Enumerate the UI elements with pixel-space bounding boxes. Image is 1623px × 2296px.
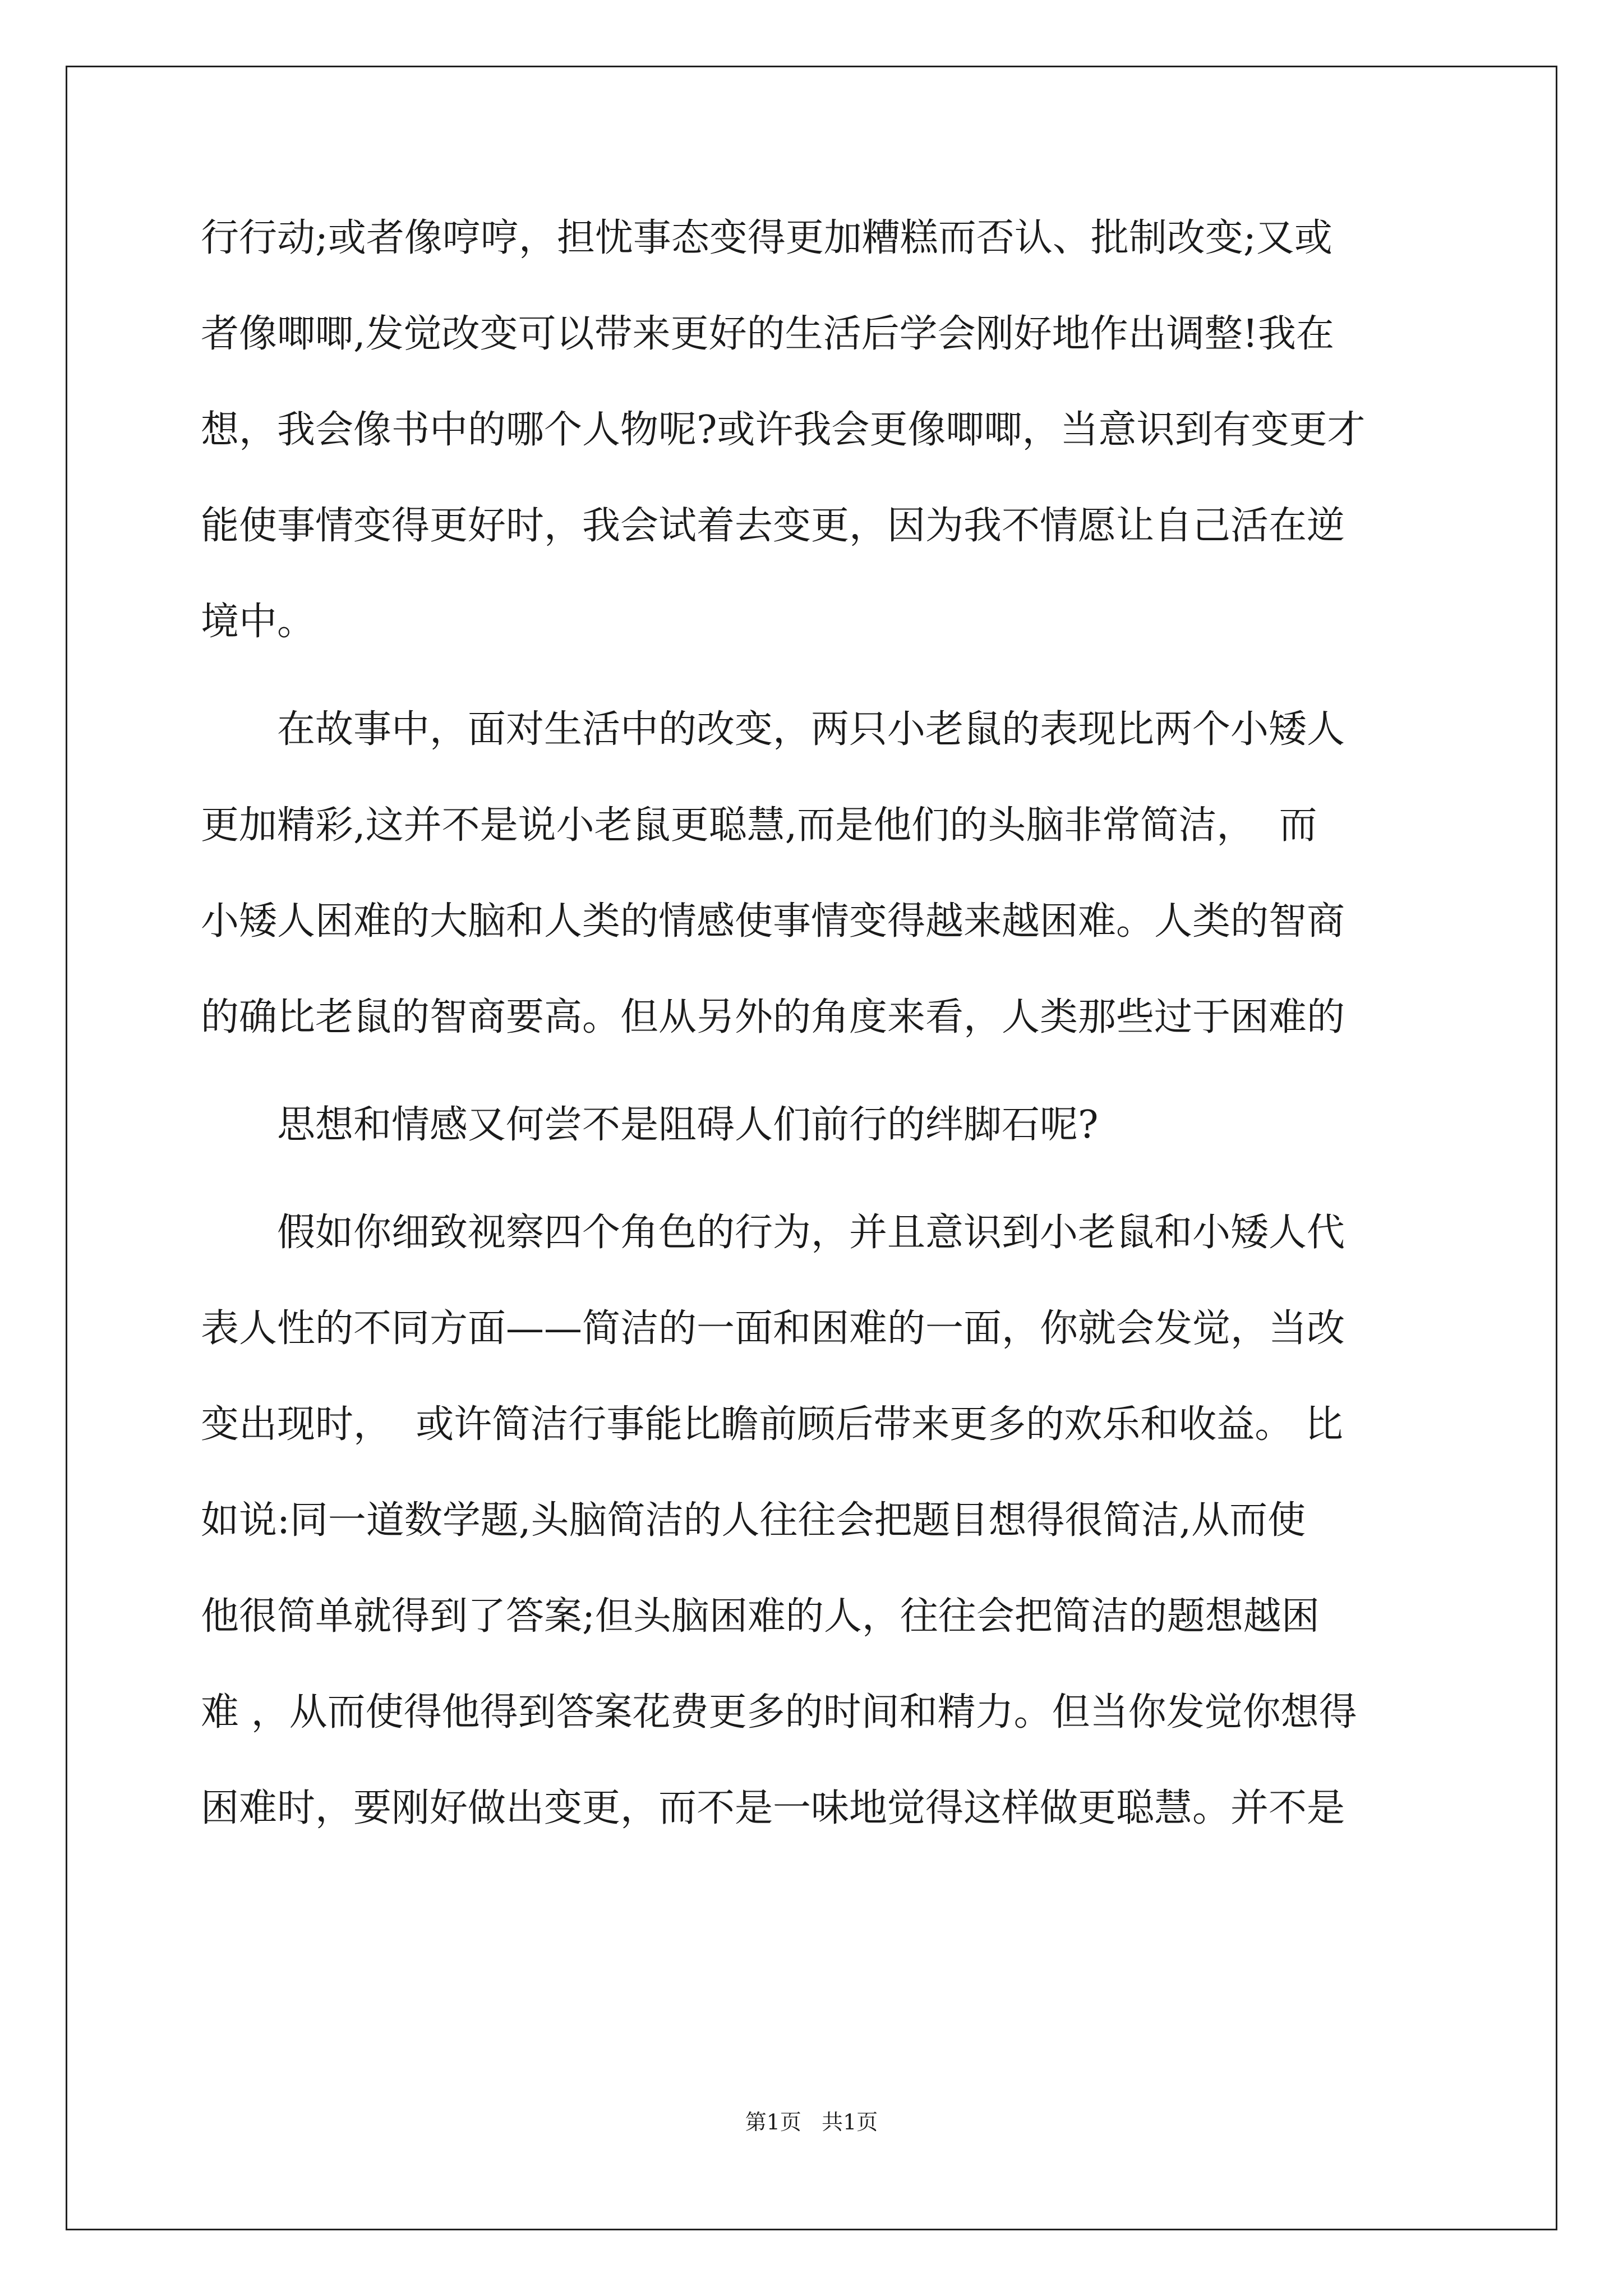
document-body [201, 211, 1429, 1877]
text-line: 行行动;或者像哼哼，担忧事态变得更加糟糕而否认、批制改变;又或 [201, 216, 1332, 260]
text-line: 者像唧唧,发觉改变可以带来更好的生活后学会刚好地作出调整!我在 [201, 312, 1334, 356]
page-number: 第1页 [745, 2110, 801, 2134]
text-line: 难 ，从而使得他得到答案花费更多的时间和精力。但当你发觉你想得 [201, 1690, 1357, 1734]
text-line: 变出现时， 或许简洁行事能比瞻前顾后带来更多的欢乐和收益。 比 [201, 1402, 1343, 1447]
text-line: 的确比老鼠的智商要高。但从另外的角度来看，人类那些过于困难的 [201, 995, 1345, 1039]
text-line: 小矮人困难的大脑和人类的情感使事情变得越来越困难。人类的智商 [201, 899, 1345, 944]
page-footer [0, 2105, 1623, 2136]
text-line: 表人性的不同方面——简洁的一面和困难的一面，你就会发觉，当改 [201, 1306, 1345, 1351]
text-line: 在故事中，面对生活中的改变，两只小老鼠的表现比两个小矮人 [201, 707, 1345, 752]
text-line: 困难时，要刚好做出变更，而不是一味地觉得这样做更聪慧。并不是 [201, 1786, 1345, 1830]
text-line: 思想和情感又何尝不是阻碍人们前行的绊脚石呢? [201, 1103, 1099, 1147]
text-line: 更加精彩,这并不是说小老鼠更聪慧,而是他们的头脑非常简洁， 而 [201, 803, 1317, 848]
page-total: 共1页 [822, 2110, 878, 2134]
text-line: 想，我会像书中的哪个人物呢?或许我会更像唧唧，当意识到有变更才 [201, 408, 1366, 452]
text-line: 假如你细致视察四个角色的行为，并且意识到小老鼠和小矮人代 [201, 1211, 1345, 1255]
text-line: 能使事情变得更好时，我会试着去变更，因为我不情愿让自己活在逆 [201, 504, 1345, 548]
text-line: 他很简单就得到了答案;但头脑困难的人，往往会把简洁的题想越困 [201, 1594, 1320, 1639]
text-line: 如说:同一道数学题,头脑简洁的人往往会把题目想得很简洁,从而使 [201, 1498, 1306, 1543]
text-line: 境中。 [201, 600, 316, 644]
